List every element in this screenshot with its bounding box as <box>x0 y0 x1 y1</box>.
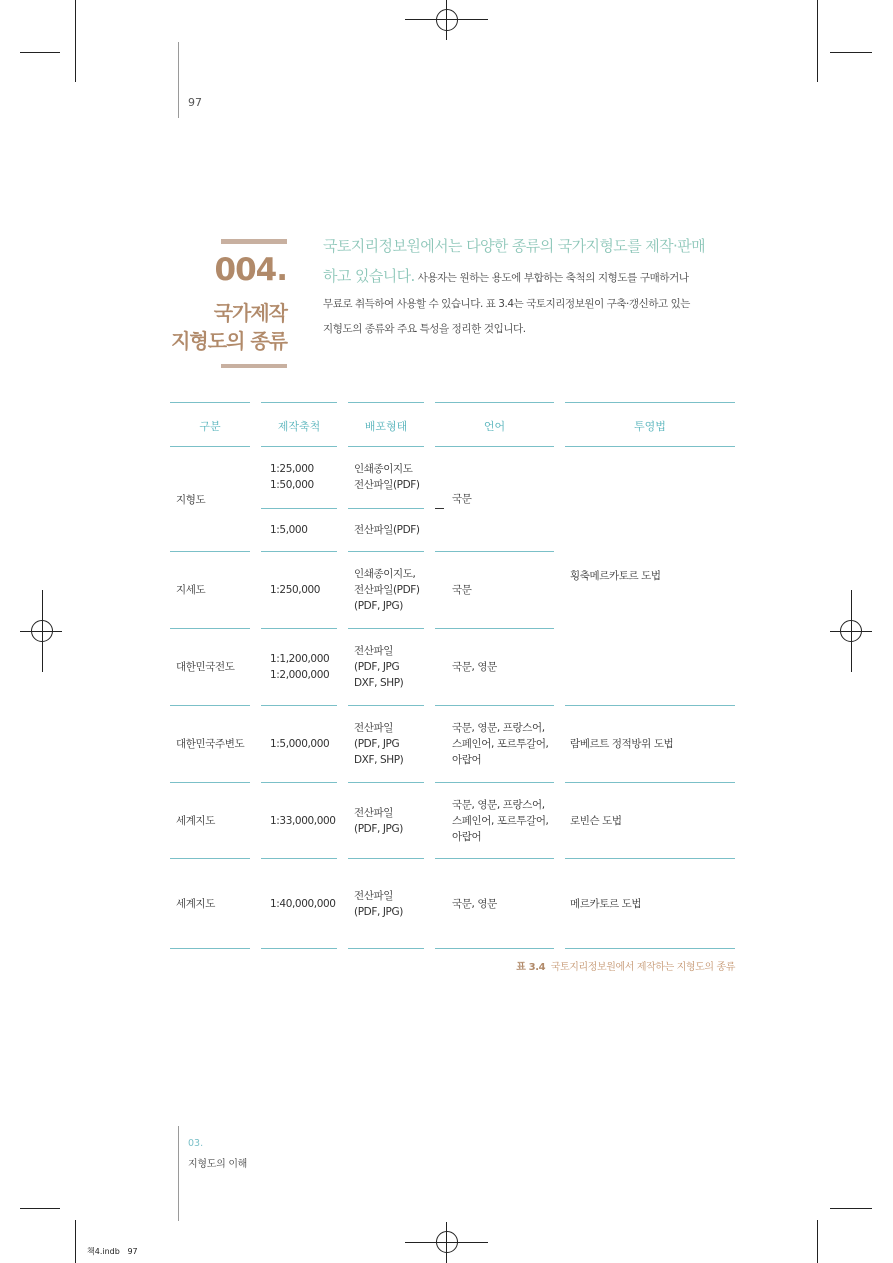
table-cell-scale: 1:1,200,000 1:2,000,000 <box>270 653 330 681</box>
table-cell-distribution: 전산파일 (PDF, JPG) <box>354 807 403 835</box>
intro-body-line1: 사용자는 원하는 용도에 부합하는 축척의 지형도를 구매하거나 <box>414 272 689 284</box>
print-slug: 책4.indb 97 <box>87 1247 138 1256</box>
table-rule <box>565 782 735 783</box>
intro-body-line2: 무료로 취득하여 사용할 수 있습니다. 표 3.4는 국토지리정보원이 구축·갱신하고 있는 <box>323 298 690 310</box>
table-cell-distribution: 전산파일 (PDF, JPG DXF, SHP) <box>354 645 404 689</box>
section-title <box>150 299 287 355</box>
table-rule <box>565 446 735 447</box>
table-cell-language: 국문, 영문 <box>452 661 497 673</box>
section-title-line2: 지형도의 종류 <box>171 329 287 353</box>
table-rule <box>348 705 424 706</box>
intro-body-line3: 지형도의 종류와 주요 특성을 정리한 것입니다. <box>323 323 526 335</box>
section-bottom-rule <box>221 364 287 368</box>
table-header-distribution: 배포형태 <box>364 420 408 433</box>
crop-mark <box>830 1208 872 1209</box>
table-cell-type: 세계지도 <box>176 815 215 827</box>
table-cell-distribution: 전산파일 (PDF, JPG DXF, SHP) <box>354 722 404 766</box>
registration-circle-icon <box>436 9 458 31</box>
footer-chapter-number: 03. <box>188 1138 204 1149</box>
table-rule <box>348 948 424 949</box>
table-cell-distribution: 전산파일 (PDF, JPG) <box>354 890 403 918</box>
table-cell-scale: 1:40,000,000 <box>270 898 336 910</box>
table-rule <box>170 551 250 552</box>
table-rule <box>261 446 337 447</box>
table-rule <box>261 551 337 552</box>
table-cell-distribution: 인쇄종이지도 전산파일(PDF) <box>354 463 420 491</box>
table-cell-scale: 1:250,000 <box>270 584 321 596</box>
table-rule <box>565 948 735 949</box>
footer-rule <box>178 1126 179 1221</box>
table-rule <box>435 508 444 509</box>
crop-mark <box>75 1220 76 1263</box>
section-title-line1: 국가제작 <box>213 301 287 325</box>
table-rule <box>170 705 250 706</box>
table-rule <box>261 948 337 949</box>
table-cell-projection: 람베르트 정적방위 도법 <box>570 738 674 750</box>
table-cell-language: 국문, 영문 <box>452 898 497 910</box>
table-rule <box>435 782 554 783</box>
table-cell-language: 국문 <box>452 493 472 505</box>
table-rule <box>348 508 424 509</box>
table-rule <box>348 402 424 403</box>
table-rule <box>565 705 735 706</box>
table-cell-language: 국문, 영문, 프랑스어, 스페인어, 포르투갈어, 아랍어 <box>452 722 549 766</box>
table-cell-projection: 메르카토르 도법 <box>570 898 642 910</box>
table-rule <box>170 782 250 783</box>
section-top-rule <box>221 239 287 244</box>
intro-lead-line2: 하고 있습니다. <box>323 267 415 285</box>
table-cell-type: 지형도 <box>176 494 206 506</box>
crop-mark <box>817 0 818 82</box>
intro-lead-line1: 국토지리정보원에서는 다양한 종류의 국가지형도를 제작·판매 <box>323 237 705 255</box>
footer-chapter-title: 지형도의 이해 <box>188 1159 248 1170</box>
crop-mark <box>830 52 872 53</box>
table-rule <box>435 948 554 949</box>
table-cell-language: 국문 <box>452 584 472 596</box>
table-rule <box>435 705 554 706</box>
table-cell-language: 국문, 영문, 프랑스어, 스페인어, 포르투갈어, 아랍어 <box>452 799 549 843</box>
registration-circle-icon <box>31 620 53 642</box>
registration-circle-icon <box>436 1231 458 1253</box>
table-cell-scale: 1:5,000 <box>270 524 308 536</box>
table-rule <box>348 446 424 447</box>
table-rule <box>261 508 337 509</box>
table-cell-projection: 횡축메르카토르 도법 <box>570 570 661 582</box>
table-header-type: 구분 <box>199 420 221 433</box>
table-rule <box>261 858 337 859</box>
table-rule <box>348 858 424 859</box>
crop-mark <box>817 1220 818 1263</box>
table-rule <box>170 858 250 859</box>
page-number-rule <box>178 42 179 118</box>
section-number: 004. <box>214 252 287 288</box>
crop-mark <box>20 52 60 53</box>
table-cell-projection: 로빈슨 도법 <box>570 815 622 827</box>
crop-mark <box>20 1208 60 1209</box>
table-cell-scale: 1:25,000 1:50,000 <box>270 463 314 491</box>
table-rule <box>435 551 554 552</box>
table-caption-text: 국토지리정보원에서 제작하는 지형도의 종류 <box>550 962 735 973</box>
table-caption <box>516 958 735 973</box>
registration-circle-icon <box>840 620 862 642</box>
table-header-language: 언어 <box>483 420 506 433</box>
table-rule <box>261 402 337 403</box>
table-rule <box>348 782 424 783</box>
table-rule <box>435 402 554 403</box>
page-number: 97 <box>188 96 202 109</box>
intro-line2 <box>323 265 743 286</box>
table-rule <box>435 628 554 629</box>
table-rule <box>565 402 735 403</box>
table-header-scale: 제작축척 <box>277 420 321 433</box>
table-rule <box>170 446 250 447</box>
table-cell-scale: 1:5,000,000 <box>270 738 330 750</box>
table-cell-type: 지세도 <box>176 584 206 596</box>
table-rule <box>261 782 337 783</box>
table-rule <box>170 402 250 403</box>
table-rule <box>170 628 250 629</box>
table-header-projection: 투영법 <box>634 420 666 433</box>
table-cell-type: 대한민국전도 <box>176 661 235 673</box>
table-rule <box>261 705 337 706</box>
table-rule <box>435 858 554 859</box>
crop-mark <box>75 0 76 82</box>
table-rule <box>261 628 337 629</box>
table-rule <box>348 628 424 629</box>
table-rule <box>348 551 424 552</box>
table-cell-scale: 1:33,000,000 <box>270 815 336 827</box>
table-cell-type: 세계지도 <box>176 898 215 910</box>
table-rule <box>170 948 250 949</box>
table-cell-distribution: 인쇄종이지도, 전산파일(PDF) (PDF, JPG) <box>354 568 420 612</box>
table-cell-distribution: 전산파일(PDF) <box>354 524 420 536</box>
table-caption-label: 표 3.4 <box>516 962 546 973</box>
table-cell-type: 대한민국주변도 <box>176 738 245 750</box>
table-rule <box>565 858 735 859</box>
table-rule <box>435 446 554 447</box>
